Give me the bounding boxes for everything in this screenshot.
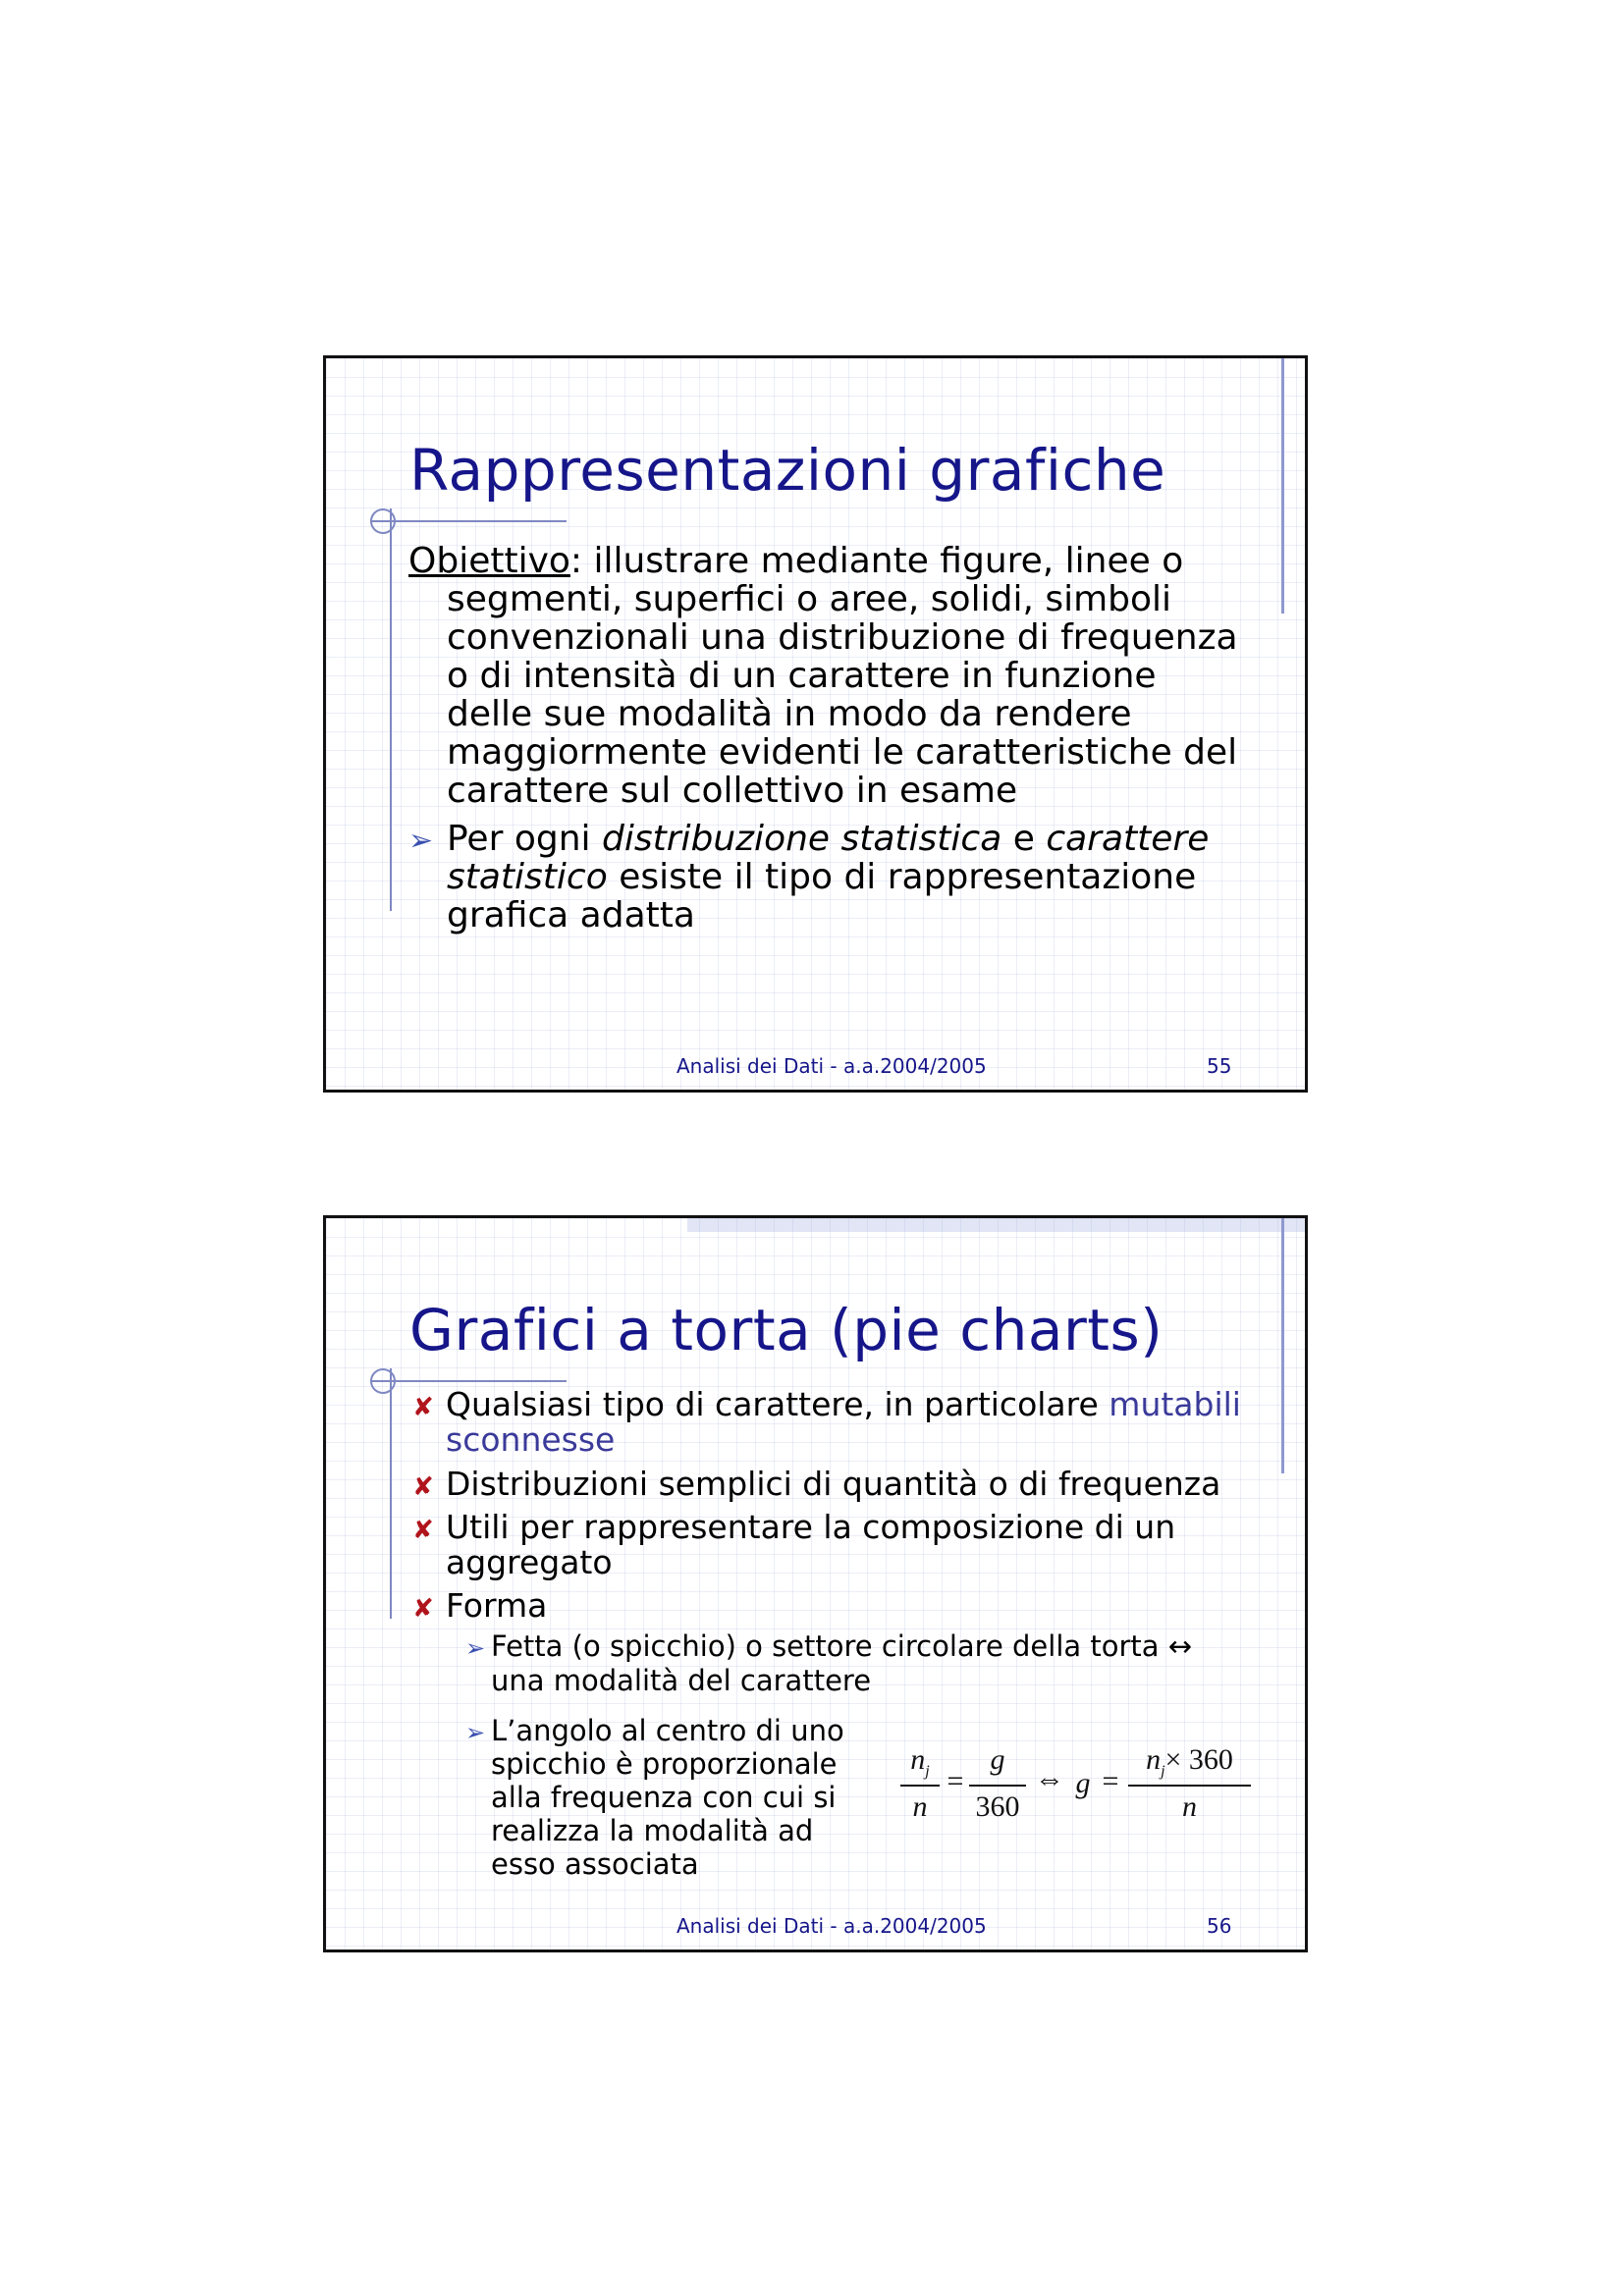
- sub-bullet-2-line-4: realizza la modalità ad: [491, 1814, 814, 1847]
- left-margin-rule: [390, 1368, 392, 1619]
- title-underline: [370, 520, 567, 522]
- objective-line-6: maggiormente evidenti le caratteristiche del: [447, 732, 1238, 773]
- objective-line-3: convenzionali una distribuzione di frequenza: [447, 617, 1238, 658]
- formula-equals: =: [1102, 1765, 1119, 1797]
- slide-56: [323, 1215, 1308, 1952]
- arrow-bullet-icon: ➢: [408, 824, 434, 858]
- bullet-4: ✘ Forma: [412, 1586, 548, 1625]
- x-bullet-icon: ✘: [412, 1393, 434, 1422]
- bullet-line-1: ➢ Per ogni distribuzione statistica e carattere: [408, 819, 1210, 859]
- title-underline: [370, 1380, 567, 1382]
- slide-55: [323, 355, 1308, 1093]
- objective-line-1: Obiettivo: illustrare mediante figure, linee o: [408, 541, 1184, 581]
- formula-numerator-g: g: [990, 1743, 1005, 1776]
- fraction-bar: [969, 1785, 1026, 1787]
- bullet-3-line-2: aggregato: [446, 1543, 613, 1581]
- sub-bullet-2-line-2: spicchio è proporzionale: [491, 1747, 838, 1781]
- arrow-bullet-icon: ➢: [465, 1719, 486, 1746]
- bullet-line-3: grafica adatta: [447, 895, 695, 935]
- formula-denominator-n: n: [1182, 1790, 1197, 1823]
- slide-right-accent-line: [1281, 1218, 1284, 1473]
- left-margin-rule: [390, 508, 392, 911]
- x-bullet-icon: ✘: [412, 1516, 434, 1545]
- bullet-line-2: statistico esiste il tipo di rappresentazione: [447, 857, 1197, 897]
- objective-line-2: segmenti, superfici o aree, solidi, simboli: [447, 579, 1172, 619]
- formula-numerator-nj-360: $n_j\times 360$: [1146, 1743, 1233, 1780]
- formula-equals: =: [947, 1765, 964, 1797]
- fraction-bar: [900, 1785, 940, 1787]
- bullet-1: ✘ Qualsiasi tipo di carattere, in particolare mutabili: [412, 1385, 1241, 1423]
- slide-footer: Analisi dei Dati - a.a.2004/2005: [676, 1054, 987, 1078]
- objective-line-7: carattere sul collettivo in esame: [447, 771, 1018, 811]
- page-number: 55: [1207, 1054, 1232, 1078]
- slide-title: Rappresentazioni grafiche: [409, 437, 1166, 504]
- slide-footer: Analisi dei Dati - a.a.2004/2005: [676, 1914, 987, 1938]
- pie-angle-formula: [900, 1743, 1293, 1851]
- objective-line-4: o di intensità di un carattere in funzione: [447, 656, 1157, 696]
- x-bullet-icon: ✘: [412, 1472, 434, 1502]
- objective-line-5: delle sue modalità in modo da rendere: [447, 694, 1132, 734]
- arrow-bullet-icon: ➢: [465, 1634, 486, 1662]
- formula-denominator-n: n: [912, 1790, 928, 1823]
- sub-bullet-2-line-3: alla frequenza con cui si: [491, 1781, 837, 1814]
- bullet-3: ✘ Utili per rappresentare la composizione di un: [412, 1508, 1176, 1546]
- sub-bullet-2: ➢ L’angolo al centro di uno: [465, 1714, 844, 1747]
- page-number: 56: [1207, 1914, 1232, 1938]
- objective-label: Obiettivo: [408, 541, 570, 581]
- formula-g: g: [1075, 1767, 1091, 1799]
- sub-bullet-2-line-5: esso associata: [491, 1847, 699, 1881]
- formula-denominator-360: 360: [975, 1790, 1020, 1823]
- top-accent-bar: [687, 1218, 1308, 1232]
- iff-icon: ⇔: [1035, 1763, 1064, 1795]
- slide-right-accent-line: [1281, 358, 1284, 614]
- formula-numerator-nj: $n_j$: [910, 1743, 930, 1780]
- bullet-1-line-2: sconnesse: [446, 1420, 616, 1459]
- sub-bullet-1-line-2: una modalità del carattere: [491, 1664, 872, 1697]
- sub-bullet-1: ➢ Fetta (o spicchio) o settore circolare della torta ↔: [465, 1629, 1193, 1663]
- bullet-2: ✘ Distribuzioni semplici di quantità o di frequenza: [412, 1465, 1221, 1503]
- x-bullet-icon: ✘: [412, 1594, 434, 1624]
- fraction-bar: [1128, 1785, 1251, 1787]
- slide-title: Grafici a torta (pie charts): [409, 1297, 1163, 1363]
